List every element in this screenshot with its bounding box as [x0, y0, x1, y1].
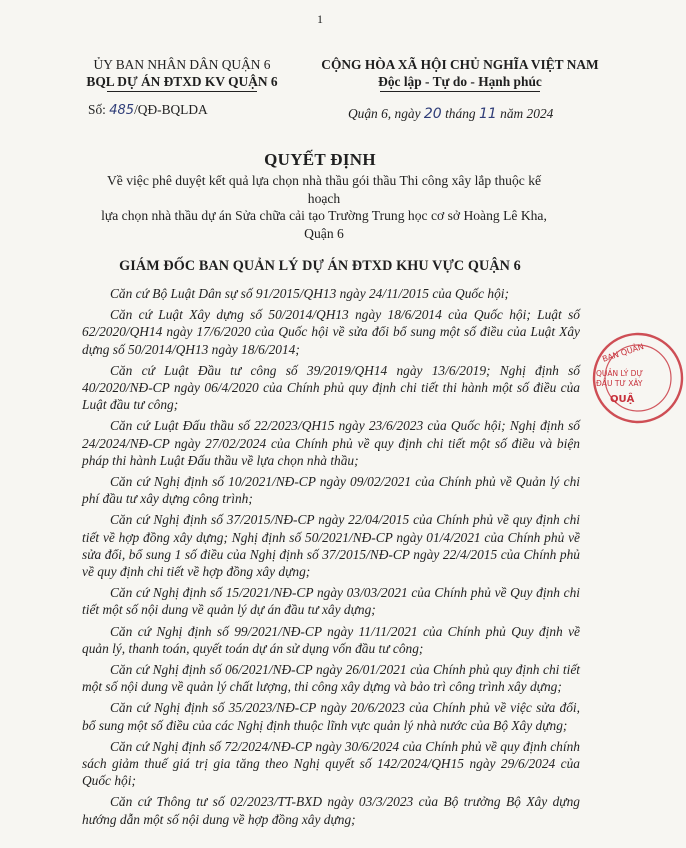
national-motto-line: Độc lập - Tự do - Hạnh phúc: [378, 74, 542, 89]
legal-basis: [82, 285, 580, 832]
basis-paragraph: Căn cứ Thông tư số 02/2023/TT-BXD ngày 03/3/2023 của Bộ trưởng Bộ Xây dựng hướng dẫn một số nội dung về hợp đồng xây dựng;: [82, 794, 580, 827]
date-month-label: tháng: [445, 106, 476, 121]
date-day-handwritten: 20: [423, 106, 442, 122]
national-title: CỘNG HÒA XÃ HỘI CHỦ NGHĨA VIỆT NAM: [321, 57, 599, 72]
date-year: năm 2024: [500, 106, 554, 121]
subject-line: Về việc phê duyệt kết quả lựa chọn nhà thầu gói thầu Thi công xây lắp thuộc kế hoạch: [106, 173, 542, 206]
date-month-handwritten: 11: [478, 106, 497, 122]
page-number: 1: [317, 12, 323, 26]
subject-line: lựa chọn nhà thầu dự án Sửa chữa cải tạo Trường Trung học cơ sở Hoàng Lê Kha,: [101, 208, 547, 223]
motto-underline: [380, 91, 540, 92]
authority-line-1: ỦY BAN NHÂN DÂN QUẬN 6: [93, 57, 271, 72]
doc-number-suffix: /QĐ-BQLDA: [134, 102, 208, 117]
basis-paragraph: Căn cứ Nghị định số 37/2015/NĐ-CP ngày 22/04/2015 của Chính phủ về quy định chi tiết về hợp đồng xây dựng; Nghị định số 50/2021/NĐ-CP ngày 01/4/2021 của Chính phủ về sửa đổi, bổ sung 1 số điều của Nghị định số 37/2015/NĐ-CP ngày 22/4/2015 của Chính phủ về quy định chi tiết về hợp đồng xây dựng;: [82, 512, 580, 580]
national-motto: [300, 56, 620, 92]
seal-text-mid: ĐẦU TƯ XÂY: [596, 379, 643, 388]
doc-number-prefix: Số:: [88, 102, 106, 117]
basis-paragraph: Căn cứ Nghị định số 15/2021/NĐ-CP ngày 03/03/2021 của Chính phủ về Quy định chi tiết một số nội dung về quản lý dự án đầu tư xây dựng;: [82, 585, 580, 618]
issuing-authority: [62, 56, 302, 92]
document-number: [88, 102, 208, 118]
basis-paragraph: Căn cứ Luật Xây dựng số 50/2014/QH13 ngày 18/6/2014 của Quốc hội; Luật số 62/2020/QH14 ngày 17/6/2020 của Quốc hội về sửa đổi bổ sung một số điều của Luật Xây dựng số 50/2014/QH13 ngày 18/6/2014;: [82, 307, 580, 357]
basis-paragraph: Căn cứ Nghị định số 10/2021/NĐ-CP ngày 09/02/2021 của Chính phủ về Quản lý chi phí đầu tư xây dựng công trình;: [82, 474, 580, 507]
subject-line: Quận 6: [304, 225, 344, 241]
authority-line-2: BQL DỰ ÁN ĐTXD KV QUẬN 6: [86, 74, 278, 89]
basis-paragraph: Căn cứ Nghị định số 06/2021/NĐ-CP ngày 26/01/2021 của Chính phủ quy định chi tiết một số nội dung về quản lý chất lượng, thi công xây dựng và bảo trì công trình xây dựng;: [82, 662, 580, 695]
basis-paragraph: Căn cứ Nghị định số 72/2024/NĐ-CP ngày 30/6/2024 của Chính phủ về quy định chính sách giảm thuế giá trị gia tăng theo Nghị quyết số 142/2024/QH15 ngày 29/6/2024 của Quốc hội;: [82, 738, 580, 789]
authority-underline: [107, 91, 257, 92]
doc-number-handwritten: 485: [109, 103, 135, 118]
seal-text-bottom: QUẬ: [610, 394, 635, 405]
issue-date: [348, 106, 553, 122]
document-title: QUYẾT ĐỊNH: [264, 150, 376, 169]
basis-paragraph: Căn cứ Bộ Luật Dân sự số 91/2015/QH13 ngày 24/11/2015 của Quốc hội;: [110, 286, 509, 301]
basis-paragraph: Căn cứ Nghị định số 35/2023/NĐ-CP ngày 20/6/2023 của Chính phủ về việc sửa đổi, bổ sung một số điều của các Nghị định thuộc lĩnh vực quản lý nhà nước của Bộ Xây dựng;: [82, 700, 580, 733]
seal-text-top: BAN QUẢN: [601, 341, 645, 364]
date-place: Quận 6, ngày: [348, 106, 421, 121]
authority-heading: GIÁM ĐỐC BAN QUẢN LÝ DỰ ÁN ĐTXD KHU VỰC QUẬN 6: [119, 258, 521, 274]
basis-paragraph: Căn cứ Luật Đầu tư công số 39/2019/QH14 ngày 13/6/2019; Nghị định số 40/2020/NĐ-CP ngày 06/4/2020 của Chính phủ quy định chi tiết thi hành một số điều của Luật đầu tư công;: [82, 362, 580, 413]
seal-text-mid: QUẢN LÝ DỰ: [596, 369, 643, 378]
basis-paragraph: Căn cứ Luật Đấu thầu số 22/2023/QH15 ngày 23/6/2023 của Quốc hội; Nghị định số 24/2024/NĐ-CP ngày 27/02/2024 của Chính phủ về quy định chi tiết một số điều và biện pháp thi hành Luật Đấu thầu về lựa chọn nhà thầu;: [82, 418, 580, 468]
document-subject: [96, 172, 552, 242]
basis-paragraph: Căn cứ Nghị định số 99/2021/NĐ-CP ngày 11/11/2021 của Chính phủ Quy định về quản lý, thanh toán, quyết toán dự án sử dụng vốn đầu tư công;: [82, 623, 580, 656]
official-seal: [590, 330, 686, 426]
